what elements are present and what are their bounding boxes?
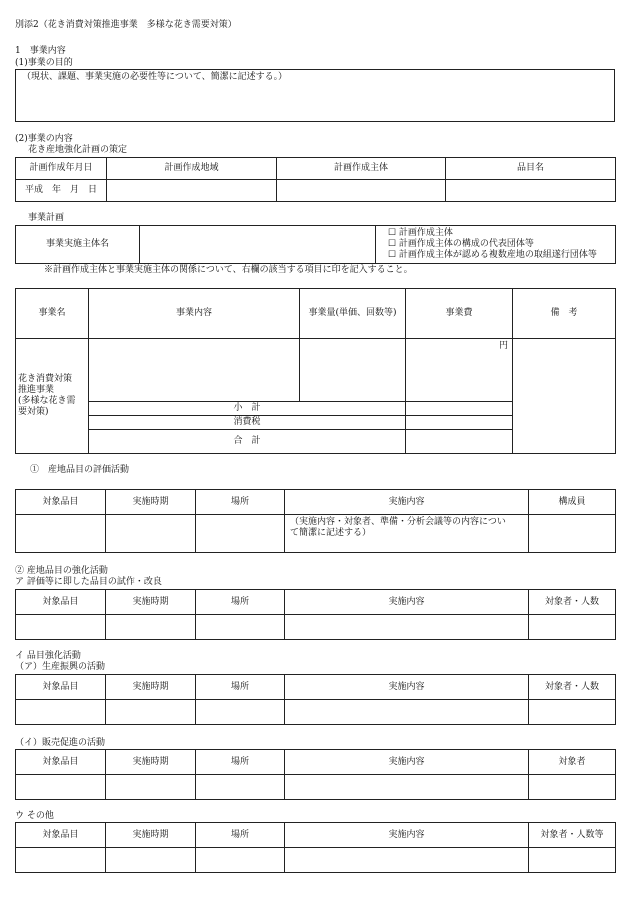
eval-header-place: 場所 [196,490,285,515]
tax-label: 消費税 [89,416,406,430]
i2-target-value[interactable] [529,775,616,800]
i2-place-value[interactable] [196,775,285,800]
a-header-target: 対象者・人数 [529,590,616,615]
i1-header-content: 実施内容 [285,675,529,700]
i2-table [15,749,616,800]
i1-period-value[interactable] [106,700,196,725]
i2-header-item: 対象品目 [16,750,106,775]
eval-header-item: 対象品目 [16,490,106,515]
plan-item-value[interactable] [446,180,616,202]
main-header-content: 事業内容 [89,289,300,339]
eval-table [15,489,616,553]
eval-place-value[interactable] [196,515,285,553]
i1-content-value[interactable] [285,700,529,725]
main-table [15,288,616,454]
u-item-value[interactable] [16,848,106,873]
main-quantity-value[interactable] [300,339,406,402]
i1-place-value[interactable] [196,700,285,725]
i2-header-content: 実施内容 [285,750,529,775]
u-period-value[interactable] [106,848,196,873]
yen-unit: 円 [498,341,508,351]
i2-period-value[interactable] [106,775,196,800]
a-place-value[interactable] [196,615,285,640]
u-place-value[interactable] [196,848,285,873]
plan-region-value[interactable] [107,180,277,202]
purpose-title: (1)事業の目的 [15,58,73,68]
total-label: 合 計 [89,430,406,454]
eval-period-value[interactable] [106,515,196,553]
eval-item-value[interactable] [16,515,106,553]
strengthen-title: ② 産地品目の強化活動 [15,566,108,576]
eval-header-members: 構成員 [529,490,616,515]
main-remarks-value[interactable] [513,339,616,454]
biz-note: ※計画作成主体と事業実施主体の関係について、右欄の該当する項目に印を記入すること。 [44,265,413,275]
i1-header-target: 対象者・人数 [529,675,616,700]
i-title: イ 品目強化活動 [15,651,81,661]
eval-members-value[interactable] [529,515,616,553]
u-title: ウ その他 [15,811,54,821]
plan-title: 花き産地強化計画の策定 [28,145,128,155]
plan-header-entity: 計画作成主体 [277,158,446,180]
plan-table [15,157,616,202]
a-content-value[interactable] [285,615,529,640]
u-content-value[interactable] [285,848,529,873]
section1-title: 1 事業内容 [15,46,66,56]
section2-title: (2)事業の内容 [15,134,73,144]
i2-header-target: 対象者 [529,750,616,775]
biz-entity-label: 事業実施主体名 [16,226,140,264]
a-header-item: 対象品目 [16,590,106,615]
a-item-value[interactable] [16,615,106,640]
a-period-value[interactable] [106,615,196,640]
main-cost-value[interactable] [406,339,513,402]
i2-header-place: 場所 [196,750,285,775]
a-table [15,589,616,640]
plan-header-item: 品目名 [446,158,616,180]
total-value[interactable] [406,430,513,454]
i1-item-value[interactable] [16,700,106,725]
a-header-place: 場所 [196,590,285,615]
i1-header-place: 場所 [196,675,285,700]
u-table [15,822,616,873]
i1-title: （ア）生産振興の活動 [15,662,106,672]
document-header: 別添2（花き消費対策推進事業 多様な花き需要対策） [15,20,237,30]
main-header-quantity: 事業量(単価、回数等) [300,289,406,339]
u-target-value[interactable] [529,848,616,873]
option-representative[interactable]: ☐ 計画作成主体の構成の代表団体等 [388,239,534,249]
eval-content-value[interactable]: （実施内容・対象者、準備・分析会議等の内容につい て簡潔に記述する） [285,515,529,553]
main-header-name: 事業名 [16,289,89,339]
option-multi-region[interactable]: ☐ 計画作成主体が認める複数産地の取組遂行団体等 [388,250,597,260]
purpose-box [15,69,615,122]
plan-header-region: 計画作成地域 [107,158,277,180]
a-title: ア 評価等に即した品目の試作・改良 [15,577,162,587]
subtotal-value[interactable] [406,402,513,416]
u-header-content: 実施内容 [285,823,529,848]
main-business-name: 花き消費対策 推進事業 (多様な花き需 要対策) [16,339,89,454]
purpose-note: （現状、課題、事業実施の必要性等について、簡潔に記述する。） [22,72,288,82]
i2-content-value[interactable] [285,775,529,800]
i1-header-item: 対象品目 [16,675,106,700]
main-header-cost: 事業費 [406,289,513,339]
i2-title: （イ）販売促進の活動 [15,738,106,748]
biz-plan-title: 事業計画 [28,213,65,223]
u-header-place: 場所 [196,823,285,848]
main-header-remarks: 備 考 [513,289,616,339]
i2-header-period: 実施時期 [106,750,196,775]
i1-header-period: 実施時期 [106,675,196,700]
plan-entity-value[interactable] [277,180,446,202]
i2-item-value[interactable] [16,775,106,800]
tax-value[interactable] [406,416,513,430]
subtotal-label: 小 計 [89,402,406,416]
plan-header-date: 計画作成年月日 [16,158,107,180]
a-header-period: 実施時期 [106,590,196,615]
eval-header-content: 実施内容 [285,490,529,515]
eval-header-period: 実施時期 [106,490,196,515]
i1-target-value[interactable] [529,700,616,725]
i1-table [15,674,616,725]
u-header-target: 対象者・人数等 [529,823,616,848]
plan-date-value[interactable]: 平成 年 月 日 [16,180,107,202]
a-header-content: 実施内容 [285,590,529,615]
biz-plan-table [15,225,616,264]
option-plan-entity[interactable]: ☐ 計画作成主体 [388,228,453,238]
u-header-item: 対象品目 [16,823,106,848]
biz-entity-value[interactable] [140,226,376,264]
a-target-value[interactable] [529,615,616,640]
u-header-period: 実施時期 [106,823,196,848]
main-content-value[interactable] [89,339,300,402]
relation-options [376,226,616,264]
eval-title: ① 産地品目の評価活動 [30,465,130,475]
